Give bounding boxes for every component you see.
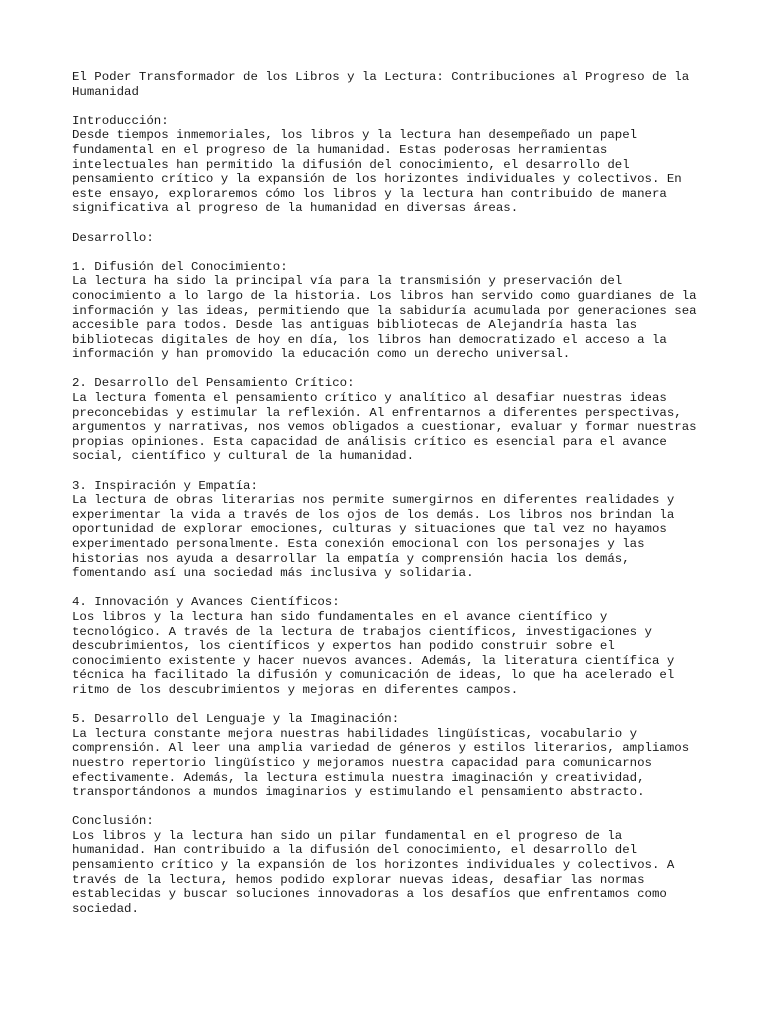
section-text: La lectura de obras literarias nos permite sumergirnos en diferentes realidades y experimentar la vida a través de los ojos de los demás. Los libros nos brindan la oportunidad de explorar emociones, culturas y situaciones que tal vez no hayamos experimentado personalmente. Esta conexión emocional con los personajes y las historias nos ayuda a desarrollar la empatía y comprensión hacia los demás, fomentando así una sociedad más inclusiva y solidaria. [72,493,675,581]
section-5 [72,712,702,800]
document-page [72,70,702,931]
conclusion-section [72,814,702,916]
section-heading: 2. Desarrollo del Pensamiento Crítico: [72,376,355,391]
intro-heading: Introducción: [72,113,169,128]
section-heading: 4. Innovación y Avances Científicos: [72,595,340,610]
section-heading: 3. Inspiración y Empatía: [72,478,258,493]
section-text: Los libros y la lectura han sido fundamentales en el avance científico y tecnológico. A través de la lectura de trabajos científicos, investigaciones y descubrimientos, los científicos y expertos han podido construir sobre el conocimiento existente y hacer nuevos avances. Además, la literatura científica y técnica ha facilitado la difusión y comunicación de ideas, lo que ha acelerado el ritmo de los descubrimientos y mejoras en diferentes campos. [72,609,675,697]
section-text: La lectura fomenta el pensamiento crítico y analítico al desafiar nuestras ideas preconcebidas y estimular la reflexión. Al enfrentarnos a diferentes perspectivas, argumentos y narrativas, nos vemos obligados a cuestionar, evaluar y formar nuestras propias opiniones. Esta capacidad de análisis crítico es esencial para el avance social, científico y cultural de la humanidad. [72,391,697,464]
conclusion-text: Los libros y la lectura han sido un pilar fundamental en el progreso de la humanidad. Han contribuido a la difusión del conocimiento, el desarrollo del pensamiento crítico y la expansión de los horizontes individuales y colectivos. A través de la lectura, hemos podido explorar nuevas ideas, desafiar las normas establecidas y buscar soluciones innovadoras a los desafíos que enfrentamos como sociedad. [72,828,675,916]
intro-section [72,114,702,216]
section-text: La lectura ha sido la principal vía para la transmisión y preservación del conocimiento a lo largo de la historia. Los libros han servido como guardianes de la información y las ideas, permitiendo que la sabiduría acumulada por generaciones sea accesible para todos. Desde las antiguas bibliotecas de Alejandría hasta las bibliotecas digitales de hoy en día, los libros han democratizado el acceso a la información y han promovido la educación como un derecho universal. [72,274,697,362]
document-title: El Poder Transformador de los Libros y la Lectura: Contribuciones al Progreso de la Humanidad [72,70,690,99]
section-4 [72,595,702,697]
section-3 [72,479,702,581]
section-2 [72,376,702,464]
section-text: La lectura constante mejora nuestras habilidades lingüísticas, vocabulario y comprensión. Al leer una amplia variedad de géneros y estilos literarios, ampliamos nuestro repertorio lingüístico y mejoramos nuestra capacidad para comunicarnos efectivamente. Además, la lectura estimula nuestra imaginación y creatividad, transportándonos a mundos imaginarios y estimulando el pensamiento abstracto. [72,726,690,800]
section-1 [72,260,702,362]
section-heading: 1. Difusión del Conocimiento: [72,259,288,274]
development-section [72,231,702,246]
conclusion-heading: Conclusión: [72,814,154,829]
development-heading: Desarrollo: [72,230,154,245]
intro-text: Desde tiempos inmemoriales, los libros y la lectura han desempeñado un papel fundamental en el progreso de la humanidad. Estas poderosas herramientas intelectuales han permitido la difusión del conocimiento, el desarrollo del pensamiento crítico y la expansión de los horizontes individuales y colectivos. En este ensayo, exploraremos cómo los libros y la lectura han contribuido de manera significativa al progreso de la humanidad en diversas áreas. [72,128,682,216]
section-heading: 5. Desarrollo del Lenguaje y la Imaginación: [72,712,400,727]
